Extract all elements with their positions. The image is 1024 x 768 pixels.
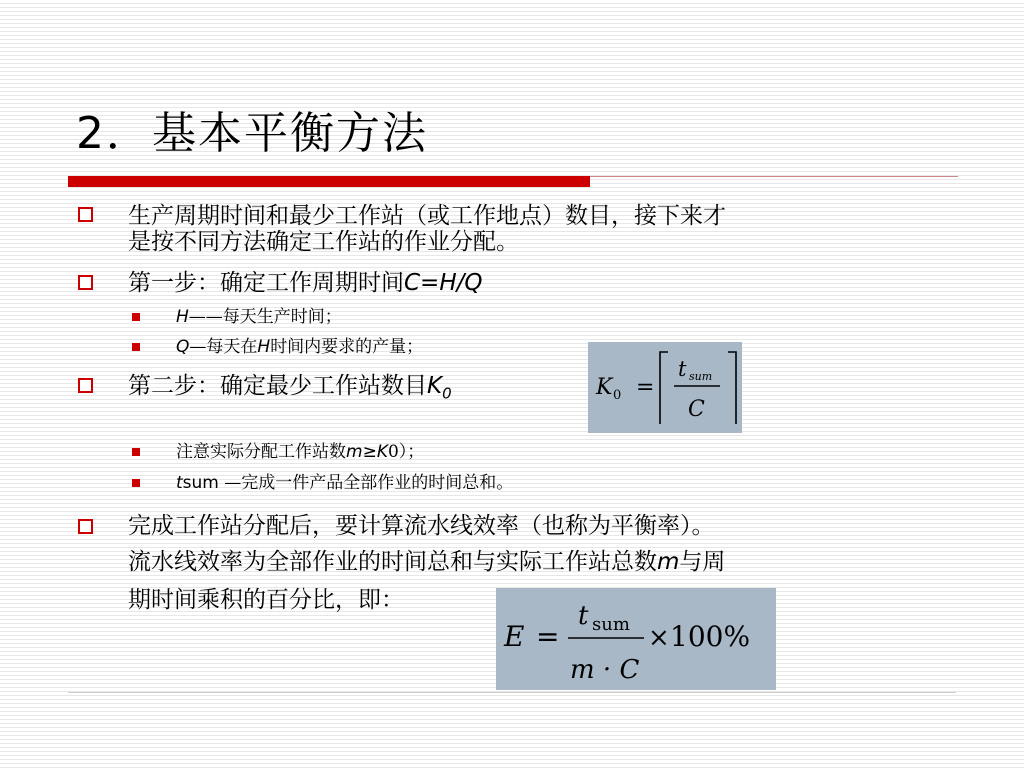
formula-k-den: C	[688, 397, 705, 422]
formula-min-stations	[588, 342, 742, 433]
box-bullet-icon	[78, 275, 93, 290]
formula-k-eq: =	[636, 375, 655, 400]
tail: 0）；	[387, 442, 425, 462]
formula-k-lhs: K	[596, 375, 613, 400]
bullet-2-sub-2	[176, 336, 423, 358]
footer-rule	[68, 692, 956, 693]
square-bullet-icon	[132, 343, 140, 351]
formula-e-den: m · C	[570, 655, 640, 685]
bullet-4-line-3: 期时间乘积的百分比，即：	[128, 587, 404, 613]
ceiling-left-bracket	[660, 352, 668, 424]
title-underline-red	[68, 176, 590, 187]
text-a: 流水线效率为全部作业的时间总和与实际工作站总数	[128, 549, 657, 575]
formula-e-percent: 100%	[670, 620, 751, 653]
formula-k-num-sub: sum	[689, 370, 713, 383]
var-q: Q	[176, 337, 190, 357]
text: —完成一件产品全部作业的时间总和。	[218, 473, 514, 493]
box-bullet-icon	[78, 207, 93, 222]
var-h: H	[176, 307, 189, 327]
var-k: K	[427, 373, 443, 399]
title-underline-thin	[590, 176, 958, 177]
var-k: K	[376, 442, 388, 462]
bullet-4-line-2	[128, 549, 725, 575]
formula-e-num: t	[578, 601, 589, 631]
bullet-2-text	[128, 270, 482, 296]
var-m: m	[346, 442, 363, 462]
text-b: 时间内要求的产量；	[270, 337, 424, 357]
text-a: 每天在	[206, 337, 258, 357]
text-b: 与周	[679, 549, 726, 575]
bullet-4-line-1: 完成工作站分配后，要计算流水线效率（也称为平衡率）。	[128, 513, 715, 539]
formula-k-lhs-sub: 0	[613, 388, 622, 403]
bullet-3-text	[128, 373, 452, 407]
formula-k-num: t	[678, 357, 687, 381]
box-bullet-icon	[78, 378, 93, 393]
bullet-2-prefix: 第一步：确定工作周期时间	[128, 270, 404, 296]
slide-title: 2．基本平衡方法	[76, 108, 428, 159]
formula-efficiency	[496, 588, 776, 690]
box-bullet-icon	[78, 519, 93, 534]
bullet-1-line-2: 是按不同方法确定工作站的作业分配。	[128, 229, 519, 255]
square-bullet-icon	[132, 448, 140, 456]
ceiling-right-bracket	[728, 352, 736, 424]
bullet-3-sub-1	[176, 441, 424, 463]
var-t: t	[176, 473, 183, 493]
bullet-1-line-1: 生产周期时间和最少工作站（或工作地点）数目，接下来才	[128, 203, 726, 229]
var-h: H	[257, 337, 271, 357]
bullet-2-sub-1-text: ——每天生产时间；	[188, 307, 342, 327]
text: 注意实际分配工作站数	[176, 442, 346, 462]
formula-e-times: ×	[648, 623, 670, 653]
var-t-sub: sum	[182, 473, 219, 493]
square-bullet-icon	[132, 479, 140, 487]
cycle-time-formula: C=H/Q	[404, 270, 483, 296]
relation: ≥	[362, 442, 377, 462]
bullet-2-sub-1	[176, 306, 342, 328]
square-bullet-icon	[132, 313, 140, 321]
formula-e-num-sub: sum	[592, 614, 630, 635]
formula-e-lhs: E	[504, 620, 525, 653]
var-k-sub: 0	[442, 384, 452, 403]
var-m: m	[657, 549, 680, 575]
bullet-3-sub-2	[176, 472, 513, 494]
dash: —	[189, 337, 207, 357]
bullet-3-prefix: 第二步：确定最少工作站数目	[128, 373, 427, 399]
formula-e-eq: =	[536, 620, 560, 653]
